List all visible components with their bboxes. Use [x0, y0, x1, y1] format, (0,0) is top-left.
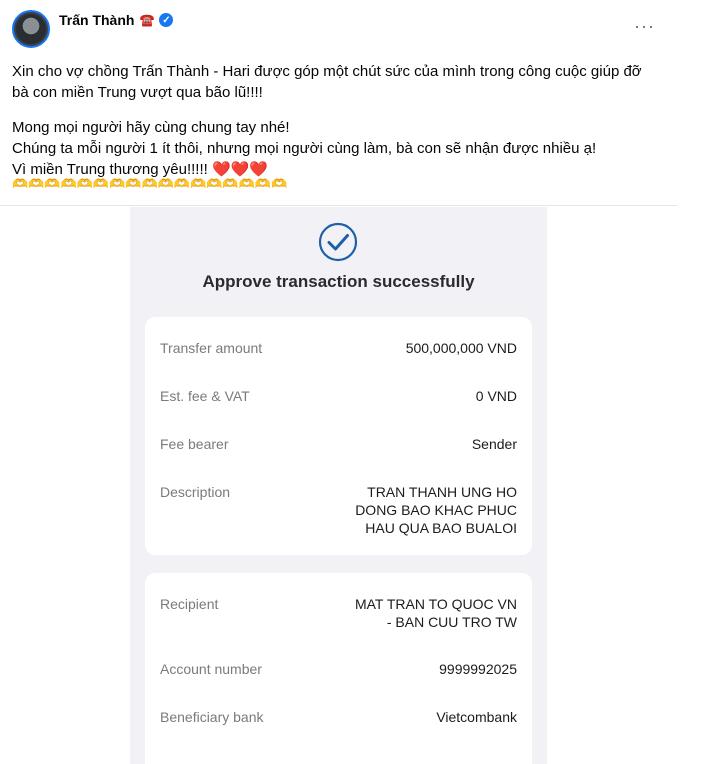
- row-account-number: [160, 660, 517, 678]
- description-line-1: TRAN THANH UNG HO: [367, 484, 517, 500]
- row-label: Description: [160, 484, 231, 500]
- recipient-line-1: MAT TRAN TO QUOC VN: [354, 596, 517, 612]
- post-line-2: Mong mọi người hãy cùng chung tay nhé!: [12, 119, 290, 136]
- post-header: [12, 10, 173, 50]
- transaction-receipt-image[interactable]: [130, 207, 547, 764]
- author-name[interactable]: Trấn Thành: [59, 12, 135, 28]
- row-value: [355, 483, 517, 537]
- row-value: Sender: [471, 436, 517, 452]
- more-options-icon[interactable]: ···: [634, 16, 655, 36]
- author-row: [59, 12, 173, 28]
- avatar-image: [16, 14, 46, 44]
- post-line-3: Chúng ta mỗi người 1 ít thôi, nhưng mọi người cùng làm, bà con sẽ nhận được nhiều ạ!: [12, 140, 597, 157]
- post-paragraph-1: Xin cho vợ chồng Trấn Thành - Hari được góp một chút sức của mình trong công cuộc giúp đỡ bà con miền Trung vượt qua bão lũ!!!!: [12, 63, 642, 101]
- post-line-4-text: Vì miền Trung thương yêu!!!!!: [12, 161, 208, 178]
- row-label: Transfer amount: [160, 340, 263, 356]
- row-value: [355, 595, 517, 631]
- row-value: 0 VND: [475, 388, 517, 404]
- row-fee-bearer: [160, 435, 517, 453]
- row-label: Fee bearer: [160, 436, 229, 452]
- phone-emoji: ☎️: [139, 13, 155, 27]
- transfer-details-card: [145, 317, 532, 555]
- divider: [0, 205, 677, 206]
- row-recipient: [160, 595, 517, 631]
- row-value: Vietcombank: [436, 709, 517, 725]
- description-line-3: HAU QUA BAO BUALOI: [365, 520, 517, 536]
- description-line-2: DONG BAO KHAC PHUC: [355, 502, 517, 518]
- row-value: 500,000,000 VND: [405, 340, 517, 356]
- verified-badge-icon: ✓: [159, 13, 173, 27]
- row-value: 9999992025: [439, 661, 517, 677]
- row-label: Account number: [160, 661, 262, 677]
- avatar[interactable]: [12, 10, 50, 48]
- post-text: [12, 61, 662, 180]
- row-beneficiary-bank: [160, 708, 517, 726]
- row-transfer-amount: [160, 339, 517, 357]
- receipt-title: Approve transaction successfully: [202, 272, 475, 291]
- recipient-line-2: - BAN CUU TRO TW: [386, 614, 517, 630]
- row-label: Recipient: [160, 596, 219, 612]
- row-label: Beneficiary bank: [160, 709, 264, 725]
- hearts-emoji: ❤️❤️❤️: [211, 161, 269, 178]
- row-fee-vat: [160, 387, 517, 405]
- row-label: Est. fee & VAT: [160, 388, 250, 404]
- row-description: [160, 483, 517, 537]
- recipient-details-card: [145, 573, 532, 764]
- heart-hands-emoji-row: 🫶🫶🫶🫶🫶🫶🫶🫶🫶🫶🫶🫶🫶🫶🫶🫶🫶: [12, 176, 288, 191]
- success-check-icon: [318, 222, 358, 262]
